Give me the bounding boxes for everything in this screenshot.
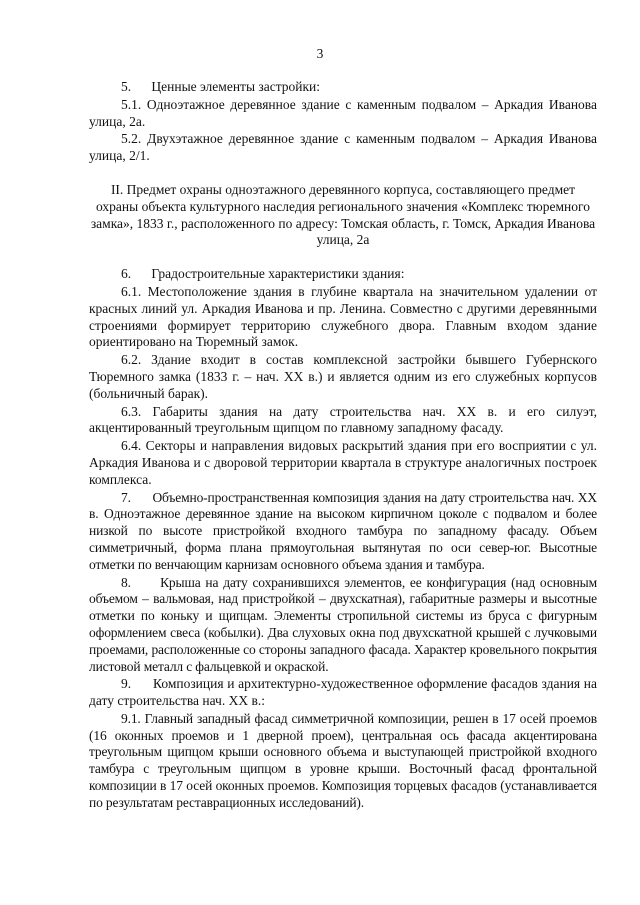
- spacer: [89, 249, 597, 266]
- spacer: [89, 165, 597, 182]
- document-body: [89, 79, 597, 812]
- paragraph-8: 8. Крыша на дату сохранившихся элементов, ее конфигурация (над основным объемом – вальмовая, над пристройкой – двухскатная), габаритные размеры и высотные отметки по коньку и щипцам. Элементы стропильной системы из бруса с фигурным оформлением свеса (кобылки). Два слуховых окна под двухскатной крышей с лучковыми проемами, расположенные со стороны западного фасада. Характер кровельного покрытия листовой металл с фальцевкой и окраской.: [89, 574, 597, 674]
- paragraph-6: 6. Градостроительные характеристики здания:: [121, 266, 405, 282]
- section-heading: II. Предмет охраны одноэтажного деревянного корпуса, составляющего предмет охраны объекта культурного наследия регионального значения «Комплекс тюремного замка», 1833 г., расположенного по адресу: Томская область, г. Томск, Аркадия Иванова улица, 2а: [90, 181, 596, 248]
- paragraph-5-2: 5.2. Двухэтажное деревянное здание с каменным подвалом – Аркадия Иванова улица, 2/1.: [89, 131, 597, 164]
- paragraph-9-1: 9.1. Главный западный фасад симметричной композиции, решен в 17 осей проемов (16 оконных проемов и 1 дверной проем), центральная ось фасада акцентирована треугольным щипцом крыши основного объема и выступающей пристройкой входного тамбура с треугольным щипцом в уровне крыши. Восточный фасад фронтальной композиции в 17 осей оконных проемов. Композиция торцевых фасадов (устанавливается по результатам реставрационных исследований).: [89, 710, 597, 810]
- paragraph-6-1: 6.1. Местоположение здания в глубине квартала на значительном удалении от красных линий ул. Аркадия Иванова и пр. Ленина. Совместно с другими деревянными строениями формирует территорию служебного двора. Главным входом здание ориентировано на Тюремный замок.: [89, 283, 597, 350]
- page-number: 3: [316, 46, 324, 61]
- paragraph-7: 7. Объемно-пространственная композиция здания на дату строительства нач. XX в. Одноэтажное деревянное здание на высоком кирпичном цоколе с подвалом и более низкой по высоте пристройкой входного тамбура по западному фасаду. Объем симметричный, форма плана прямоугольная вытянутая по оси север-юг. Высотные отметки по венчающим карнизам основного объема здания и тамбура.: [89, 489, 597, 572]
- paragraph-9: 9. Композиция и архитектурно-художественное оформление фасадов здания на дату строительства нач. XX в.:: [89, 676, 597, 709]
- paragraph-5-1: 5.1. Одноэтажное деревянное здание с каменным подвалом – Аркадия Иванова улица, 2а.: [89, 96, 597, 129]
- paragraph-5: 5. Ценные элементы застройки:: [121, 79, 321, 94]
- paragraph-6-4: 6.4. Секторы и направления видовых раскрытий здания при его восприятии с ул. Аркадия Иванова и с дворовой территории квартала в структуре аналогичных построек комплекса.: [89, 438, 597, 487]
- paragraph-6-2: 6.2. Здание входит в состав комплексной застройки бывшего Губернского Тюремного замка (1833 г. – нач. XX в.) и является одним из его служебных корпусов (больничный барак).: [89, 352, 597, 401]
- paragraph-6-3: 6.3. Габариты здания на дату строительства нач. XX в. и его силуэт, акцентированный треугольным щипцом по главному западному фасаду.: [89, 403, 597, 436]
